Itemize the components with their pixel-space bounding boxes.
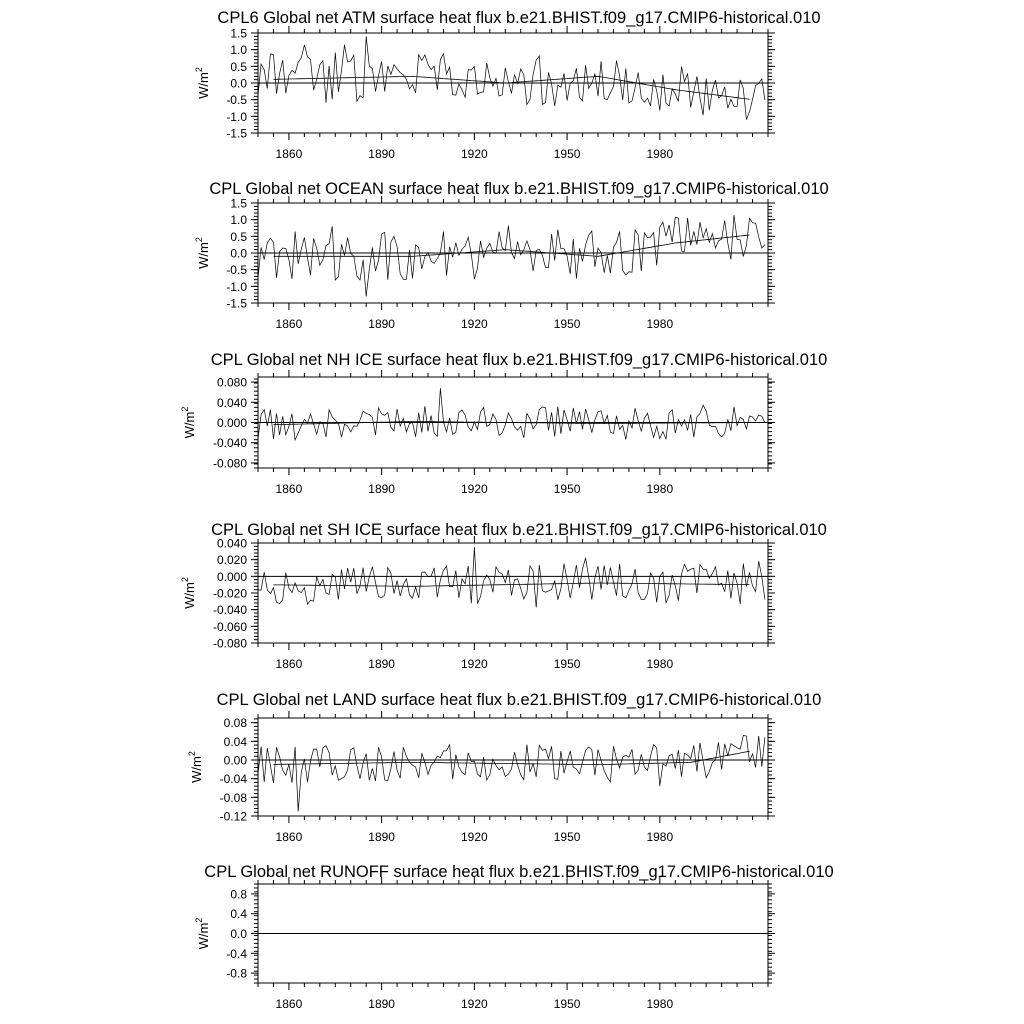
y-axis-label-exponent: 2 [193,917,204,923]
y-tick-label: -0.080 [212,456,247,471]
y-tick-label: 0.08 [223,716,247,731]
y-tick-label: -0.8 [226,966,247,981]
annual-series-line [258,547,765,607]
y-tick-label: -0.12 [219,809,247,824]
x-tick-label: 1920 [461,147,488,161]
y-tick-label: -0.080 [212,636,247,651]
x-tick-label: 1980 [646,830,674,844]
y-tick-label: -0.5 [226,93,247,108]
y-axis-label-unit: W/m [195,242,211,269]
y-axis-label-exponent: 2 [193,67,204,73]
chart-panel-1 [194,9,821,161]
x-tick-label: 1890 [368,997,395,1011]
x-tick-label: 1920 [461,317,488,331]
x-tick-label: 1860 [275,482,303,496]
x-tick-label: 1860 [275,657,303,671]
x-tick-label: 1980 [646,147,674,161]
x-tick-label: 1980 [646,482,674,496]
y-tick-label: 0.040 [216,536,247,551]
y-axis-label [180,407,197,439]
y-tick-label: 1.5 [230,26,247,41]
y-tick-label: 1.0 [230,213,247,228]
y-tick-label: 0.00 [223,753,247,768]
x-tick-label: 1920 [461,657,488,671]
y-tick-label: 0.04 [223,734,247,749]
chart-title: CPL Global net NH ICE surface heat flux b.e21.BHIST.f09_g17.CMIP6-historical.010 [210,351,828,369]
x-tick-label: 1890 [368,317,395,331]
y-tick-label: 0.0 [230,927,247,941]
y-tick-label: 1.5 [230,196,247,211]
annual-series-line [258,735,765,811]
annual-series-line [258,215,765,296]
y-axis-label [187,751,204,783]
x-tick-label: 1860 [275,317,303,331]
x-tick-label: 1950 [553,997,581,1011]
y-axis-label-unit: W/m [195,72,211,99]
y-tick-label: -0.4 [226,946,247,961]
y-axis-label [194,67,211,99]
x-tick-label: 1980 [646,657,674,671]
y-tick-label: -1.5 [226,126,247,141]
y-tick-label: -0.040 [212,436,247,451]
y-axis-label-unit: W/m [195,922,211,950]
chart-title: CPL Global net RUNOFF surface heat flux b.e21.BHIST.f09_g17.CMIP6-historical.010 [204,863,834,881]
y-tick-label: -0.08 [219,790,247,805]
chart-title: CPL Global net SH ICE surface heat flux b.e21.BHIST.f09_g17.CMIP6-historical.010 [211,521,827,539]
chart-panel-6 [194,863,834,1011]
x-tick-label: 1920 [461,482,488,496]
chart-panel-3 [180,351,827,496]
x-tick-label: 1860 [275,830,303,844]
y-tick-label: 0.0 [230,76,247,91]
y-tick-label: 0.4 [230,907,247,922]
x-tick-label: 1920 [461,830,488,844]
x-tick-label: 1980 [646,997,674,1011]
chart-panel-2 [194,180,829,331]
y-tick-label: 0.8 [230,887,247,902]
chart-panel-5 [187,691,821,844]
x-tick-label: 1890 [368,147,395,161]
x-tick-label: 1950 [553,830,581,844]
y-tick-label: 0.080 [216,375,247,390]
x-tick-label: 1860 [275,997,303,1011]
y-tick-label: 0.000 [216,416,247,430]
y-tick-label: -0.5 [226,263,247,278]
y-tick-label: -0.020 [212,586,247,601]
y-axis-label-exponent: 2 [180,577,191,583]
x-tick-label: 1980 [646,317,674,331]
x-tick-label: 1950 [553,317,581,331]
y-tick-label: 0.040 [216,395,247,410]
y-axis-label-exponent: 2 [193,237,204,243]
chart-title: CPL6 Global net ATM surface heat flux b.e21.BHIST.f09_g17.CMIP6-historical.010 [217,9,821,27]
chart-panel-4 [180,521,827,671]
smoothed-trend-line [274,76,750,99]
annual-series-line [258,388,765,440]
y-tick-label: -0.060 [212,619,247,634]
x-tick-label: 1950 [553,482,581,496]
y-axis-label-unit: W/m [189,756,204,783]
y-tick-label: 0.0 [230,246,247,261]
chart-title: CPL Global net LAND surface heat flux b.e21.BHIST.f09_g17.CMIP6-historical.010 [216,691,822,709]
x-tick-label: 1950 [553,147,581,161]
y-axis-label-exponent: 2 [187,751,197,757]
y-tick-label: 0.020 [216,553,247,568]
y-axis-label [194,918,211,950]
y-tick-label: -1.5 [226,296,247,311]
x-tick-label: 1890 [368,482,395,496]
x-tick-label: 1890 [368,657,395,671]
y-tick-label: 0.5 [230,229,247,244]
y-tick-label: -1.0 [226,109,247,124]
x-tick-label: 1920 [461,997,488,1011]
y-axis-label [180,577,197,609]
chart-title: CPL Global net OCEAN surface heat flux b.e21.BHIST.f09_g17.CMIP6-historical.010 [209,180,829,198]
y-tick-label: 0.5 [230,59,247,74]
y-axis-label [194,237,211,269]
y-axis-label-unit: W/m [182,411,198,439]
y-axis-label-exponent: 2 [180,406,191,412]
plot-frame [258,543,768,643]
y-tick-label: 1.0 [230,43,247,58]
x-tick-label: 1950 [553,657,581,671]
y-tick-label: -0.04 [219,772,247,787]
y-tick-label: -1.0 [226,279,247,294]
x-tick-label: 1890 [368,830,395,844]
y-tick-label: 0.000 [216,569,247,584]
plot-frame [258,718,768,816]
x-tick-label: 1860 [275,147,303,161]
y-axis-label-unit: W/m [182,582,198,609]
y-tick-label: -0.040 [212,603,247,618]
